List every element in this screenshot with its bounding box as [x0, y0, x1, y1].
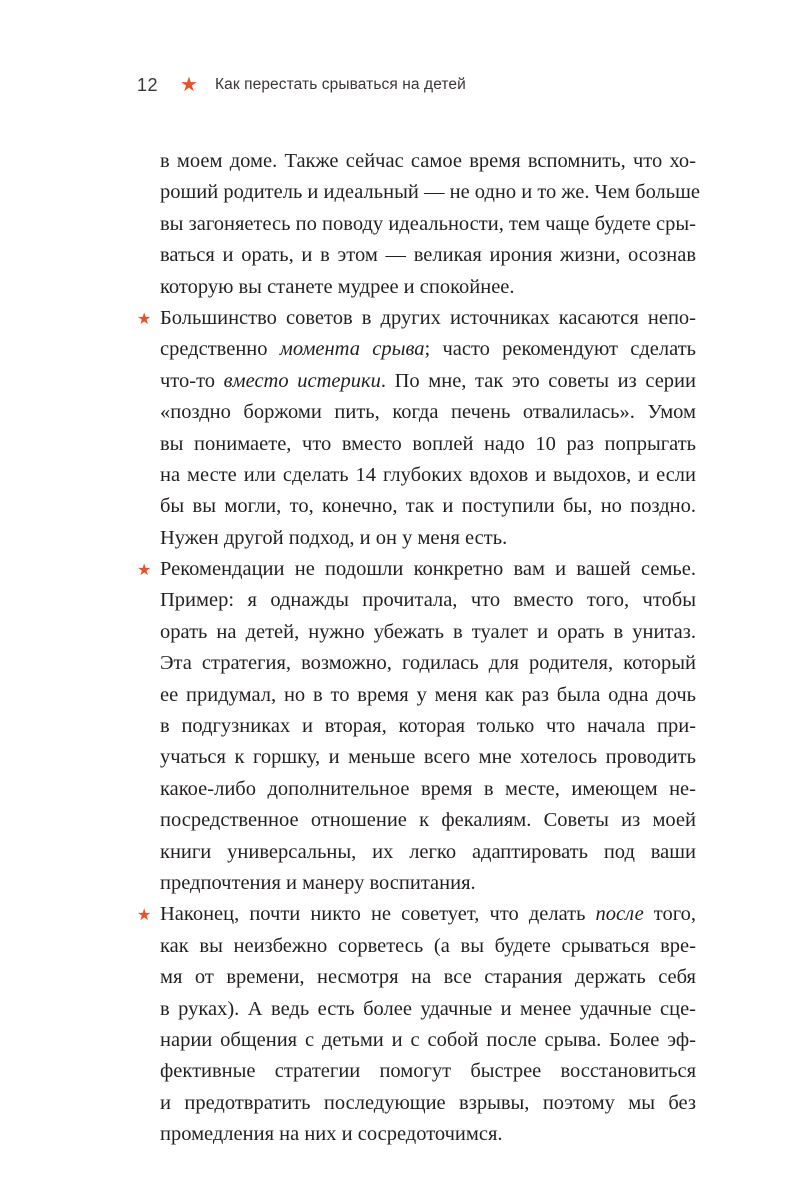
text-line: в моем доме. Также сейчас самое время вспомнить, что хо- — [160, 150, 696, 172]
text-line: что-то вместо истерики. По мне, так это советы из серии — [160, 369, 696, 392]
star-bullet-icon: ★ — [137, 308, 152, 328]
text-line: посредственное отношение к фекалиям. Советы из моей — [160, 809, 696, 832]
bullet-item — [137, 899, 696, 1150]
star-icon: ★ — [180, 74, 198, 96]
bullet-item — [137, 554, 696, 899]
text-line: фективные стратегии помогут быстрее восстановиться — [160, 1060, 696, 1083]
running-header — [137, 72, 466, 98]
intro-paragraph — [160, 146, 701, 303]
text-line: предпочтения и манеру воспитания. — [160, 871, 476, 894]
text-line: Пример: я однажды прочитала, что вместо того, чтобы — [160, 589, 696, 612]
text-line: Эта стратегия, возможно, годилась для родителя, который — [160, 652, 696, 675]
bullet-item — [137, 303, 697, 554]
text-line: промедления на них и сосредоточимся. — [160, 1123, 503, 1146]
text-line: Рекомендации не подошли конкретно вам и вашей семье. — [160, 558, 696, 581]
emphasis: после — [595, 903, 644, 926]
text-line: «поздно боржоми пить, когда печень отвалилась». Умом — [160, 401, 696, 424]
text-line: которую вы станете мудрее и спокойнее. — [160, 275, 515, 298]
text-line: средственно момента срыва; часто рекомендуют сделать — [160, 338, 697, 361]
text-line: и предотвратить последующие взрывы, поэтому мы без — [160, 1091, 696, 1114]
text-line: ваться и орать, и в этом — великая ирония жизни, осознав — [160, 244, 696, 267]
text-line: нарии общения с детьми и с собой после срыва. Более эф- — [160, 1028, 696, 1051]
text-line: вы загоняетесь по поводу идеальности, тем чаще будете сры- — [160, 212, 696, 235]
text-line: орать на детей, нужно убежать в туалет и орать в унитаз. — [160, 620, 696, 643]
text-line: Наконец, почти никто не советует, что делать после того, — [160, 903, 696, 926]
bullet-list — [137, 303, 697, 1151]
emphasis: вместо истерики — [223, 369, 381, 392]
emphasis: момента срыва — [279, 338, 425, 361]
text-line: Большинство советов в других источниках касаются непо- — [160, 306, 696, 329]
text-line: роший родитель и идеальный — не одно и то же. Чем больше — [160, 181, 701, 204]
text-line: на месте или сделать 14 глубоких вдохов и выдохов, и если — [160, 463, 696, 486]
text-line: книги универсальны, их легко адаптировать под ваши — [160, 840, 696, 863]
text-line: вы понимаете, что вместо воплей надо 10 раз попрыгать — [160, 432, 696, 455]
text-line: ее придумал, но в то время у меня как раз была одна дочь — [160, 683, 696, 706]
text-line: учаться к горшку, и меньше всего мне хотелось проводить — [160, 746, 696, 769]
running-title: Как перестать срываться на детей — [214, 76, 466, 93]
text-line: Нужен другой подход, и он у меня есть. — [160, 526, 508, 549]
body-text — [137, 146, 701, 1151]
star-bullet-icon: ★ — [137, 560, 152, 580]
star-bullet-icon: ★ — [137, 905, 152, 925]
text-line: в подгузниках и вторая, которая только что начала при- — [160, 715, 696, 738]
text-line: какое-либо дополнительное время в месте, имеющем не- — [160, 777, 696, 800]
text-line: бы вы могли, то, конечно, так и поступили бы, но поздно. — [160, 495, 696, 518]
page-number: 12 — [137, 74, 159, 95]
text-line: в руках). А ведь есть более удачные и менее удачные сце- — [160, 997, 696, 1020]
text-line: мя от времени, несмотря на все старания держать себя — [160, 966, 696, 989]
text-line: как вы неизбежно сорветесь (а вы будете срываться вре- — [160, 934, 696, 957]
